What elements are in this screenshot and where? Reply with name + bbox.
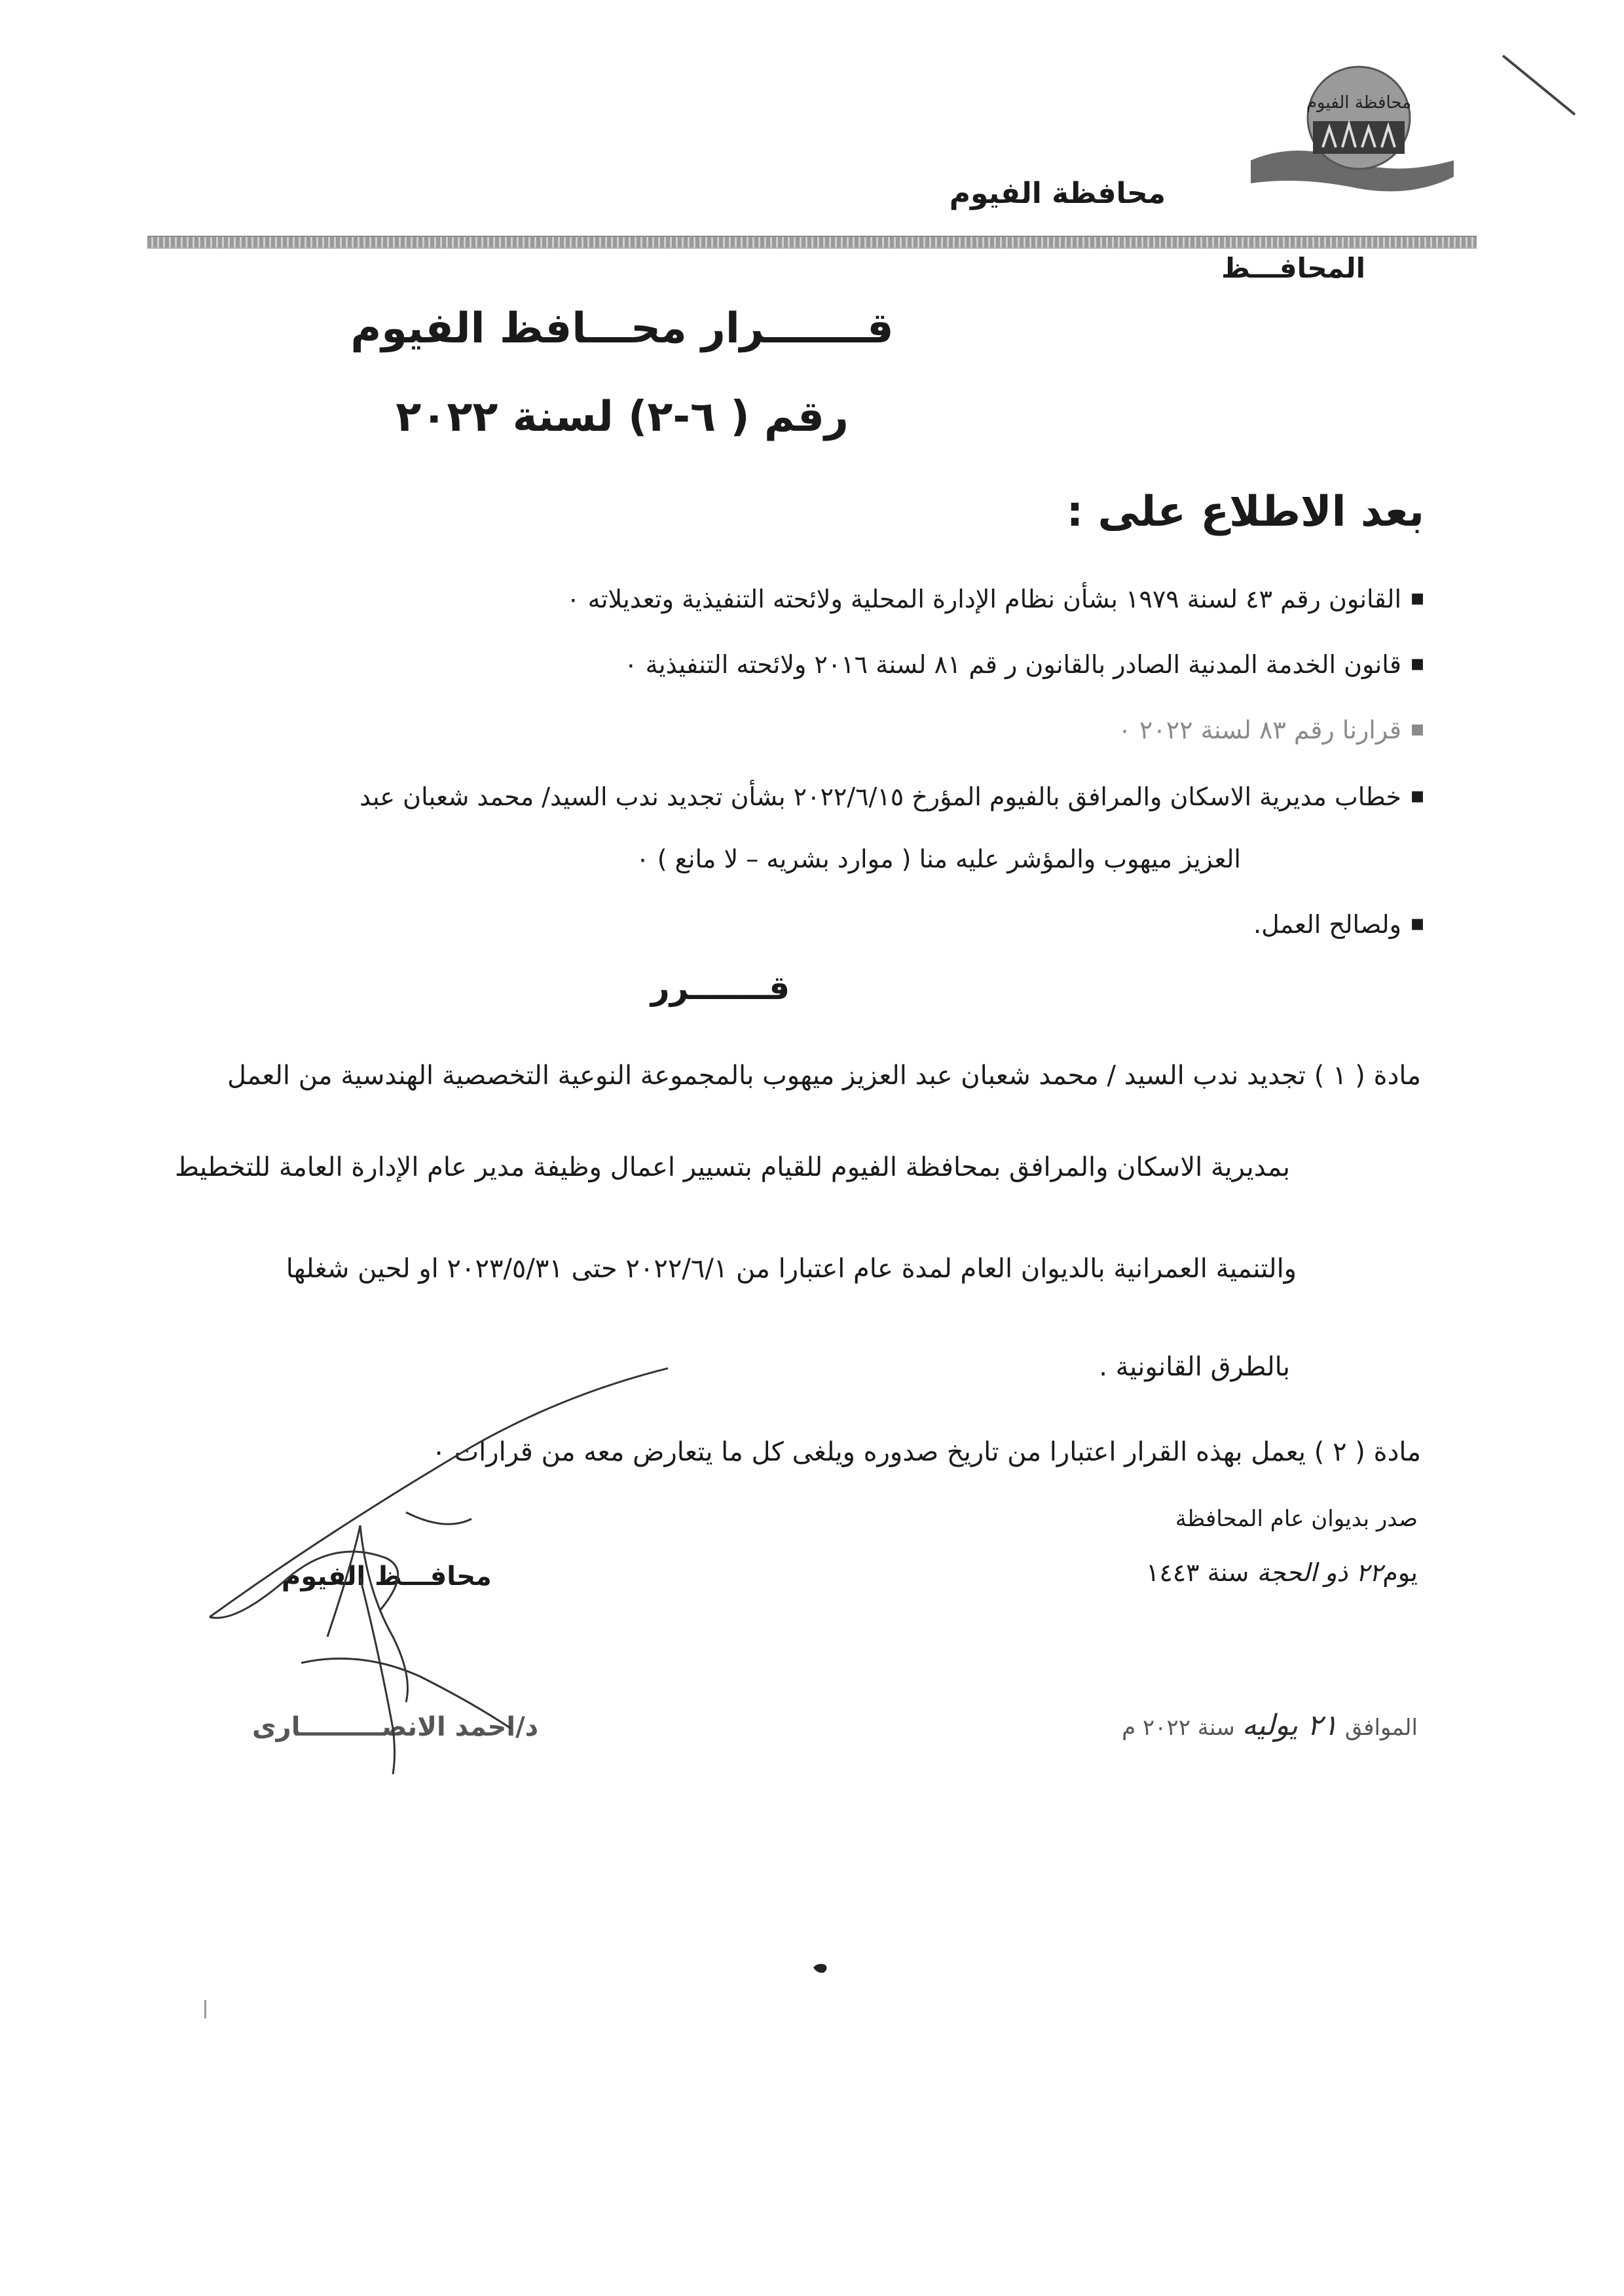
issue-date-hijri	[1146, 1558, 1418, 1587]
issue-date-gregorian	[1122, 1709, 1418, 1742]
article-1-line: بمديرية الاسكان والمرافق بمحافظة الفيوم للقيام بتسيير اعمال وظيفة مدير عام الإدارة العامة للتخطيط	[175, 1152, 1290, 1182]
decided-heading: قـــــــرر	[650, 969, 790, 1007]
office-label: المحافـــظ	[1221, 252, 1365, 284]
scan-mark	[1496, 49, 1581, 121]
preamble-item-continuation: العزيز ميهوب والمؤشر عليه منا ( موارد بشريه – لا مانع ) ٠	[636, 845, 1241, 873]
preamble-item: ▪ قانون الخدمة المدنية الصادر بالقانون ر قم ٨١ لسنة ٢٠١٦ ولائحته التنفيذية ٠	[624, 650, 1401, 679]
preamble-item: ▪ قرارنا رقم ٨٣ لسنة ٢٠٢٢ ٠	[1118, 716, 1401, 744]
decision-number: رقم ( ٦-٢) لسنة ٢٠٢٢	[396, 393, 849, 441]
governorate-name: محافظة الفيوم	[949, 177, 1166, 210]
article-1-line: بالطرق القانونية .	[1099, 1352, 1290, 1382]
governorate-logo	[1244, 62, 1460, 210]
day-label: يوم	[1382, 1558, 1418, 1587]
preamble-item: ▪ خطاب مديرية الاسكان والمرافق بالفيوم المؤرخ ٢٠٢٢/٦/١٥ بشأن تجديد ندب السيد/ محمد شعبان عبد	[360, 782, 1401, 811]
decision-title: قـــــــرار محـــافظ الفيوم	[350, 304, 894, 353]
signatory-name: د/احمد الانصـــــــــارى	[252, 1712, 539, 1742]
article-1-line: والتنمية العمرانية بالديوان العام لمدة عام اعتبارا من ٢٠٢٢/٦/١ حتى ٢٠٢٣/٥/٣١ او لحين شغلها	[286, 1254, 1297, 1284]
logo-text: محافظة الفيوم	[1306, 93, 1412, 113]
article-1-line: مادة ( ١ ) تجديد ندب السيد / محمد شعبان عبد العزيز ميهوب بالمجموعة النوعية التخصصية الهندسية من العمل	[227, 1061, 1421, 1091]
preamble-item: ▪ القانون رقم ٤٣ لسنة ١٩٧٩ بشأن نظام الإدارة المحلية ولائحته التنفيذية وتعديلاته ٠	[566, 585, 1401, 613]
preamble-item: ▪ ولصالح العمل.	[1253, 910, 1401, 939]
issued-at: صدر بديوان عام المحافظة	[1175, 1506, 1418, 1532]
year-label: سنة ١٤٤٣	[1145, 1558, 1249, 1587]
day-handwritten: ٢٢ ذو الحجة	[1257, 1558, 1383, 1587]
scan-edge-mark	[204, 2000, 206, 2018]
corresponding-handwritten: ٢١ يوليه	[1242, 1709, 1338, 1742]
ink-mark	[812, 1961, 830, 1975]
preamble-heading: بعد الاطلاع على :	[1066, 488, 1424, 536]
article-2: مادة ( ٢ ) يعمل بهذه القرار اعتبارا من تاريخ صدوره ويلغى كل ما يتعارض معه من قرارات ٠	[432, 1437, 1421, 1467]
corresponding-year: سنة ٢٠٢٢ م	[1122, 1715, 1235, 1741]
handwritten-signature	[196, 1362, 694, 1781]
corresponding-label: الموافق	[1344, 1715, 1418, 1741]
signatory-title: محافـــظ الفيوم	[282, 1561, 492, 1592]
header-divider	[147, 236, 1477, 249]
